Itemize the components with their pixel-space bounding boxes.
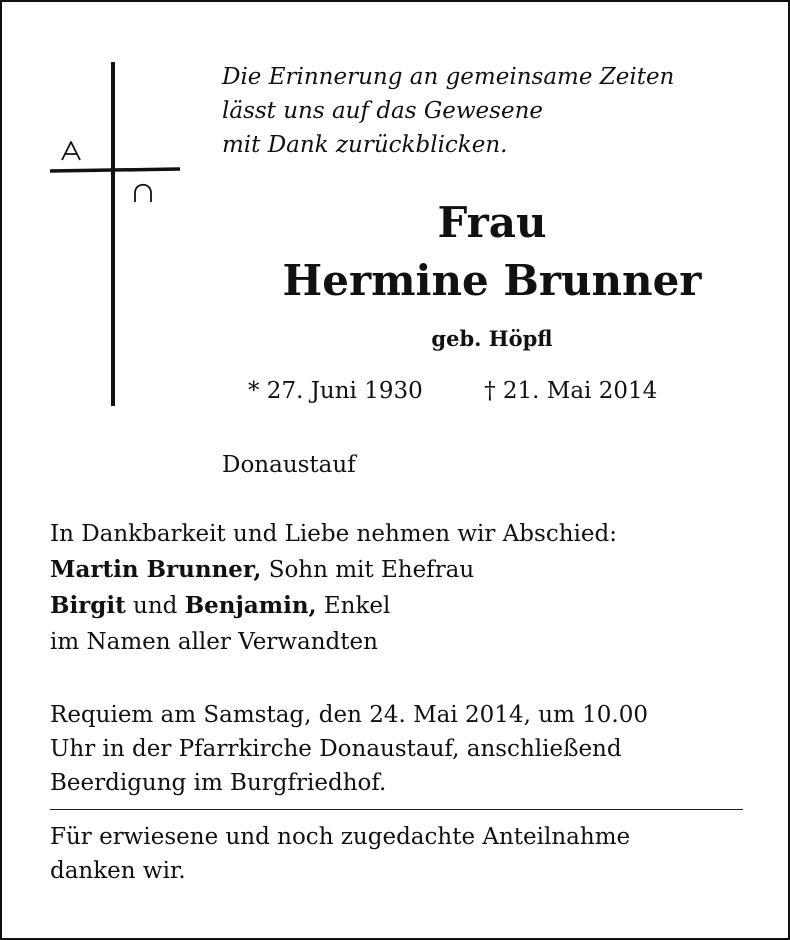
divider: [50, 809, 743, 810]
quote-line: lässt uns auf das Gewesene: [222, 98, 543, 124]
mourner-name: Birgit: [50, 592, 126, 619]
place: Donaustauf: [222, 452, 356, 478]
deceased-title: [222, 194, 762, 310]
thanks-line: Für erwiesene und noch zugedachte Anteilnahme: [50, 824, 631, 850]
mourner-name: Martin Brunner,: [50, 556, 262, 583]
life-dates: [248, 374, 748, 408]
deceased-name: Hermine Brunner: [282, 256, 702, 305]
quote-line: Die Erinnerung an gemeinsame Zeiten: [222, 64, 675, 90]
mourners-intro: In Dankbarkeit und Liebe nehmen wir Abschied:: [50, 521, 617, 547]
service-line: Beerdigung im Burgfriedhof.: [50, 770, 387, 796]
mourners-closing: im Namen aller Verwandten: [50, 629, 378, 655]
mourner-relation: Sohn mit Ehefrau: [261, 557, 475, 583]
birth-date: * 27. Juni 1930: [248, 378, 423, 404]
conjunction: und: [125, 593, 185, 619]
mourner-relation: Enkel: [316, 593, 391, 619]
thanks-note: [50, 820, 750, 888]
cross-alpha-omega-icon: [46, 62, 186, 412]
service-line: Requiem am Samstag, den 24. Mai 2014, um 10.00: [50, 702, 648, 728]
service-line: Uhr in der Pfarrkirche Donaustauf, anschließend: [50, 736, 622, 762]
service-details: [50, 698, 750, 800]
maiden-name: geb. Höpfl: [431, 326, 553, 351]
mourner-line: [50, 588, 750, 624]
mourner-line: [50, 552, 750, 588]
thanks-line: danken wir.: [50, 858, 186, 884]
quote-line: mit Dank zurückblicken.: [222, 132, 508, 158]
mourner-name: Benjamin,: [184, 592, 317, 619]
mourners-block: [50, 516, 750, 660]
memorial-quote: [222, 60, 762, 162]
death-date: † 21. Mai 2014: [484, 378, 658, 404]
salutation: Frau: [437, 198, 547, 247]
